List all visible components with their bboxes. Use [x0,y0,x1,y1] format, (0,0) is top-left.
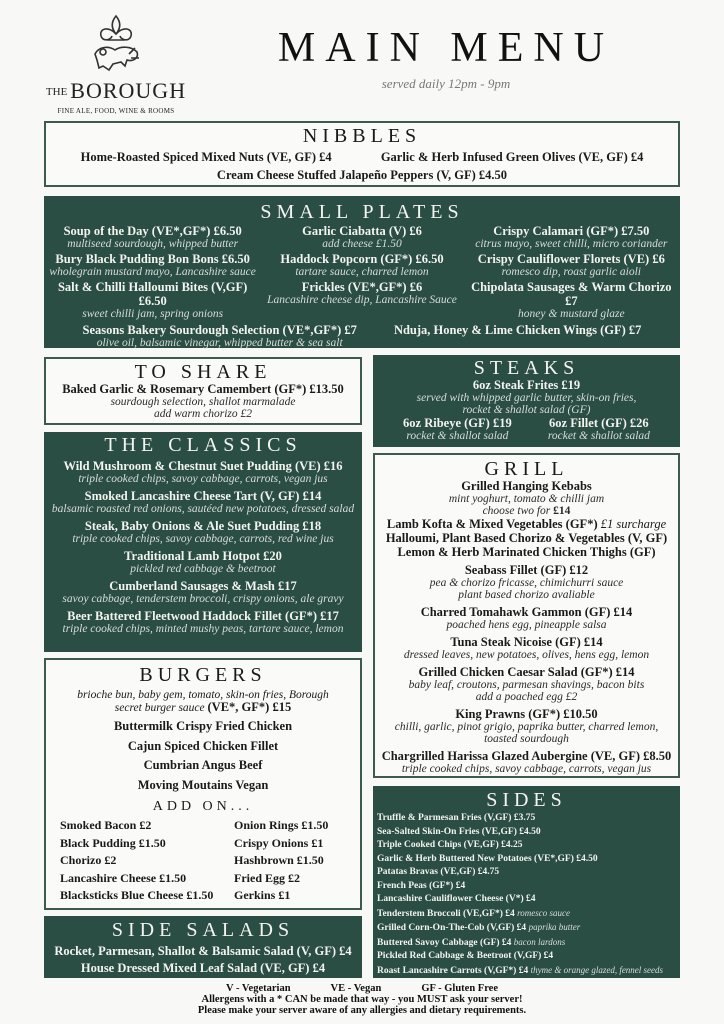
menu-item: Garlic & Herb Infused Green Olives (VE, GF) £4 [380,150,644,164]
grill-section [373,453,680,778]
menu-item: Wild Mushroom & Chestnut Suet Pudding (VE) £16 triple cooked chips, savoy cabbage, carrots, vegan jus [63,459,343,485]
menu-item: 6oz Ribeye (GF) £19 rocket & shallot salad [403,416,512,442]
section-title: SIDE SALADS [111,919,295,941]
section-title: GRILL [484,458,569,480]
allergy-warning: Please make your server aware of any allergies and dietary requirements. [197,1005,527,1016]
side-salads-section [44,916,362,978]
serving-hours: served daily 12pm - 9pm [381,76,511,91]
menu-item: Chipolata Sausages & Warm Chorizo £7 honey & mustard glaze [471,280,672,320]
menu-item: King Prawns (GF*) £10.50 chilli, garlic, pinot grigio, paprika butter, charred lemon, toasted sourdough [394,707,659,745]
menu-item: 6oz Steak Frites £19 [472,378,581,392]
classics-section [44,432,362,652]
menu-item: Baked Garlic & Rosemary Camembert (GF*) £13.50 [62,382,344,396]
section-title: SMALL PLATES [260,201,464,223]
nibbles-section [44,121,680,187]
side-item: Buttered Savoy Cabbage (GF) £4 bacon lardons [377,936,566,948]
legend-vegan: VE - Vegan [330,983,382,994]
addon-list [46,817,360,905]
logo-tagline: FINE ALE, FOOD, WINE & ROOMS [57,107,175,115]
side-item: Triple Cooked Chips (VE,GF) £4.25 [377,840,523,850]
section-title: THE CLASSICS [104,434,302,456]
menu-item: Grilled Chicken Caesar Salad (GF*) £14 baby leaf, croutons, parmesan shavings, bacon bits add a poached egg £2 [408,665,645,703]
section-title: BURGERS [139,664,267,686]
side-item: Sea-Salted Skin-On Fries (VE,GF) £4.50 [377,826,541,837]
addon-item: Hashbrown £1.50 [234,853,324,867]
section-title: STEAKS [473,357,580,379]
addon-item: Blacksticks Blue Cheese £1.50 [60,888,214,902]
menu-item: Home-Roasted Spiced Mixed Nuts (VE, GF) £4 [80,150,332,164]
menu-item: Garlic Ciabatta (V) £6 add cheese £1.50 [302,224,422,250]
kebab-option: Halloumi, Plant Based Chorizo & Vegetables (V, GF) [385,531,668,545]
addon-title: ADD ON... [152,799,254,814]
menu-item: Chargrilled Harissa Glazed Aubergine (VE, GF) £8.50 triple cooked chips, savoy cabbage, carrots, vegan jus [381,749,672,775]
burger-item: Cumbrian Angus Beef [143,758,263,772]
menu-item: Salt & Chilli Halloumi Bites (V,GF) £6.50 sweet chilli jam, spring onions [57,280,248,320]
menu-item: Crispy Calamari (GF*) £7.50 citrus mayo, sweet chilli, micro coriander [475,224,668,250]
menu-item: Frickles (VE*,GF*) £6 Lancashire cheese dip, Lancashire Sauce [267,280,457,306]
item-description: served with whipped garlic butter, skin-on fries, [416,392,637,404]
burger-item: Buttermilk Crispy Fried Chicken [113,719,293,733]
side-item: Roast Lancashire Carrots (V,GF*) £4 thyme & orange glazed, fennel seeds [377,964,664,976]
menu-item: Tuna Steak Nicoise (GF) £14 dressed leaves, new potatoes, olives, hens egg, lemon [403,635,650,661]
steaks-section [373,355,680,447]
allergen-note: Allergens with a * CAN be made that way - you MUST ask your server! [201,994,523,1005]
item-description: add warm chorizo £2 [153,408,253,420]
to-share-section [44,357,362,425]
legend-vegetarian: V - Vegetarian [225,983,291,994]
menu-item: Cumberland Sausages & Mash £17 savoy cabbage, tenderstem broccoli, crispy onions, ale gravy [62,579,344,605]
menu-item: Rocket, Parmesan, Shallot & Balsamic Salad (V, GF) £4 [54,944,352,958]
addon-item: Smoked Bacon £2 [60,818,152,832]
dietary-legend [150,983,574,994]
menu-item: Seabass Fillet (GF) £12 pea & chorizo fricasse, chimichurri sauce plant based chorizo avaliable [429,563,624,601]
menu-item: Cream Cheese Stuffed Jalapeño Peppers (V, GF) £4.50 [216,168,508,182]
addon-item: Onion Rings £1.50 [234,818,329,832]
logo-name: THE BOROUGH [45,78,187,103]
page-title: MAIN MENU [277,25,615,71]
allergen-footer [150,983,574,1016]
addon-item: Crispy Onions £1 [234,835,324,850]
burger-item: Cajun Spiced Chicken Fillet [127,738,279,753]
kebabs-item: Grilled Hanging Kebabs mint yoghurt, tomato & chilli jam choose two for £14 Lamb Kofta & Mixed Vegetables (GF*) £1 surcharge Halloumi, Plant Based Chorizo & Vegetables (V, GF) Lemon & Herb Marinated Chicken Thighs (GF) [375,479,678,559]
menu-item: Haddock Popcorn (GF*) £6.50 tartare sauce, charred lemon [280,252,444,278]
menu-item: Steak, Baby Onions & Ale Suet Pudding £18 triple cooked chips, savoy cabbage, carrots, red wine jus [72,519,334,545]
item-description: sourdough selection, shallot marmalade [110,396,296,408]
small-plates-section [44,196,680,348]
fleur-de-lis-lion-crest-icon [85,14,147,78]
logo [26,14,206,119]
menu-item: Bury Black Pudding Bon Bons £6.50 wholegrain mustard mayo, Lancashire sauce [49,252,256,278]
item-description: rocket & shallot salad (GF) [462,404,591,416]
addon-item: Gerkins £1 [234,888,291,902]
kebab-option: Lamb Kofta & Mixed Vegetables (GF*) £1 surcharge [386,517,667,531]
burgers-section [44,658,362,910]
addon-item: Black Pudding £1.50 [60,835,166,850]
menu-header [260,24,632,92]
menu-item: 6oz Fillet (GF) £26 rocket & shallot salad [547,416,650,442]
menu-item: Soup of the Day (VE*,GF*) £6.50 multiseed sourdough, whipped butter [63,224,242,250]
side-item: French Peas (GF*) £4 [377,880,466,891]
kebab-option: Lemon & Herb Marinated Chicken Thighs (GF) [397,545,656,559]
section-title: TO SHARE [134,361,272,383]
section-title: SIDES [486,789,567,811]
burger-item: Moving Moutains Vegan [137,777,269,792]
menu-item: Crispy Cauliflower Florets (VE) £6 romesco dip, roast garlic aioli [477,252,665,278]
side-item: Grilled Corn-On-The-Cob (V,GF) £4 paprika butter [377,922,581,933]
addon-item: Chorizo £2 [60,853,117,867]
side-item: Tenderstem Broccoli (VE,GF*) £4 romesco sauce [377,907,571,919]
menu-item: Nduja, Honey & Lime Chicken Wings (GF) £7 [393,323,642,337]
side-item: Lancashire Cauliflower Cheese (V*) £4 [377,894,536,904]
side-item: Pickled Red Cabbage & Beetroot (V,GF) £4 [377,951,554,961]
section-title: NIBBLES [302,125,422,147]
menu-item: Seasons Bakery Sourdough Selection (VE*,GF*) £7 olive oil, balsamic vinegar, whipped butter & sea salt [82,323,357,349]
sides-section [373,786,680,978]
side-item: Garlic & Herb Buttered New Potatoes (VE*,GF) £4.50 [377,853,598,864]
addon-item: Lancashire Cheese £1.50 [60,870,187,885]
menu-item: Beer Battered Fleetwood Haddock Fillet (GF*) £17 triple cooked chips, minted mushy peas, tartare sauce, lemon [62,609,344,635]
side-item: Patatas Bravas (VE,GF) £4.75 [377,867,500,877]
menu-item: Smoked Lancashire Cheese Tart (V, GF) £14 balsamic roasted red onions, sautéed new potatoes, dressed salad [51,489,355,515]
menu-item: Traditional Lamb Hotpot £20 pickled red cabbage & beetroot [124,549,282,575]
addon-item: Fried Egg £2 [234,870,300,885]
menu-item: House Dressed Mixed Leaf Salad (VE, GF) £4 [80,961,326,975]
side-item: Truffle & Parmesan Fries (V,GF) £3.75 [377,813,536,823]
legend-gluten-free: GF - Gluten Free [421,983,499,994]
menu-item: Charred Tomahawk Gammon (GF) £14 poached hens egg, pineapple salsa [420,605,633,631]
burgers-description: brioche bun, baby gem, tomato, skin-on fries, Borough secret burger sauce (VE*, GF*) £15 [77,689,329,714]
